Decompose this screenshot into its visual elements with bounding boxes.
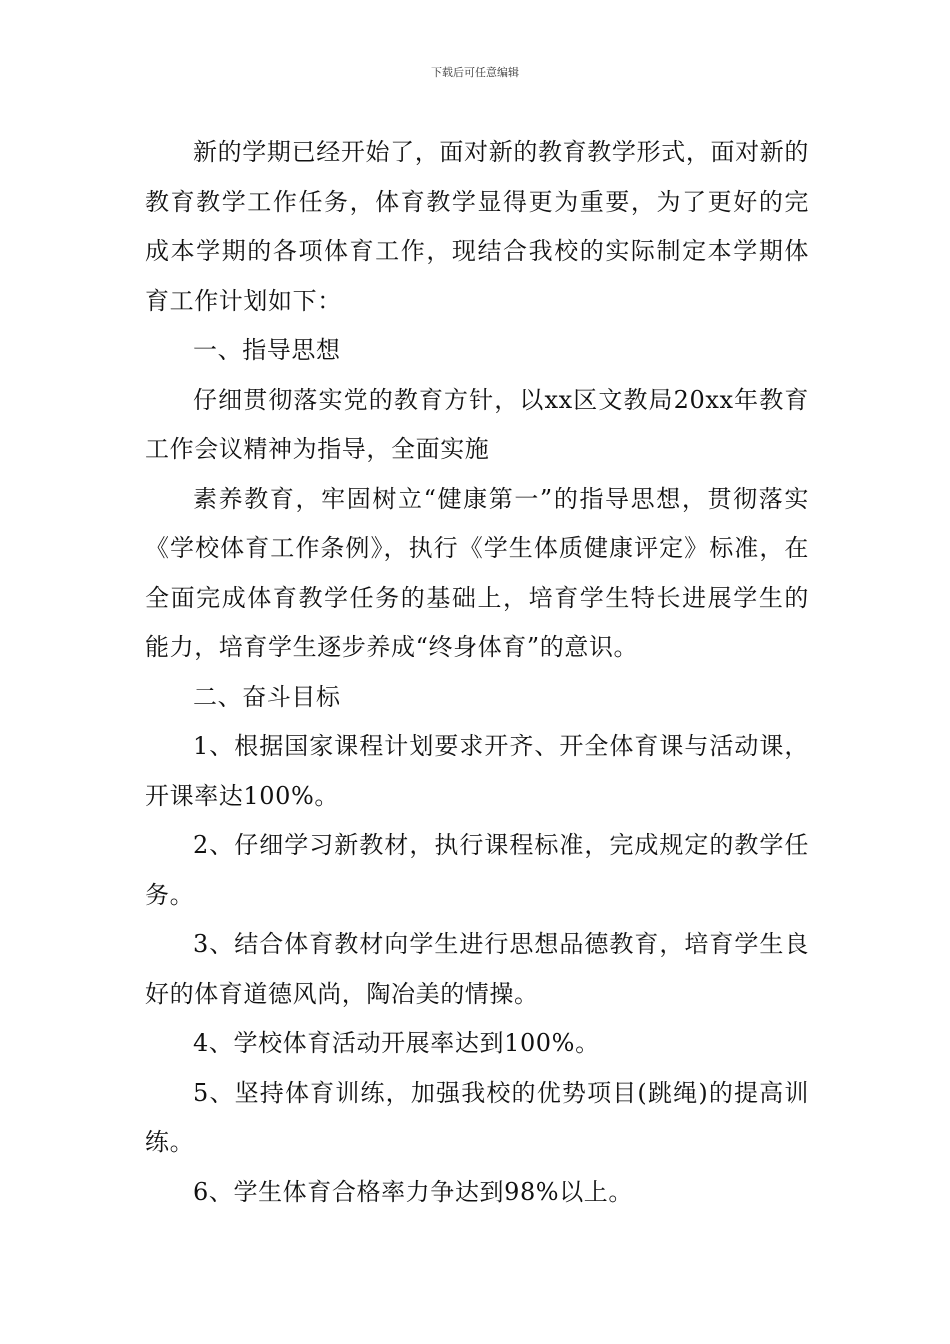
goal-item-1: 1、根据国家课程计划要求开齐、开全体育课与活动课，开课率达100%。 bbox=[145, 732, 809, 810]
paragraph-guiding-ideology-1: 仔细贯彻落实党的教育方针，以xx区文教局20xx年教育工作会议精神为指导，全面实施 bbox=[145, 385, 809, 463]
section-heading-goals: 二、奋斗目标 bbox=[193, 682, 341, 711]
goal-item-4: 4、学校体育活动开展率达到100%。 bbox=[193, 1029, 600, 1057]
section-heading-guiding-ideology: 一、指导思想 bbox=[193, 336, 341, 364]
page-header-note: 下载后可任意编辑 bbox=[431, 66, 519, 79]
goal-item-5: 5、坚持体育训练，加强我校的优势项目(跳绳)的提高训练。 bbox=[145, 1078, 809, 1156]
goal-item-6: 6、学生体育合格率力争达到98%以上。 bbox=[193, 1177, 634, 1206]
paragraph-guiding-ideology-2: 素养教育，牢固树立“健康第一”的指导思想，贯彻落实《学校体育工作条例》，执行《学生体质健康评定》标准，在全面完成体育教学任务的基础上，培育学生特长进展学生的能力，培育学生逐步养成“终身体育”的意识。 bbox=[145, 484, 809, 661]
goal-item-3: 3、结合体育教材向学生进行思想品德教育，培育学生良好的体育道德风尚，陶冶美的情操。 bbox=[145, 930, 809, 1008]
goal-item-2: 2、仔细学习新教材，执行课程标准，完成规定的教学任务。 bbox=[145, 831, 809, 909]
paragraph-intro: 新的学期已经开始了，面对新的教育教学形式，面对新的教育教学工作任务，体育教学显得更为重要，为了更好的完成本学期的各项体育工作，现结合我校的实际制定本学期体育工作计划如下： bbox=[145, 138, 809, 315]
document-body bbox=[145, 128, 809, 1217]
